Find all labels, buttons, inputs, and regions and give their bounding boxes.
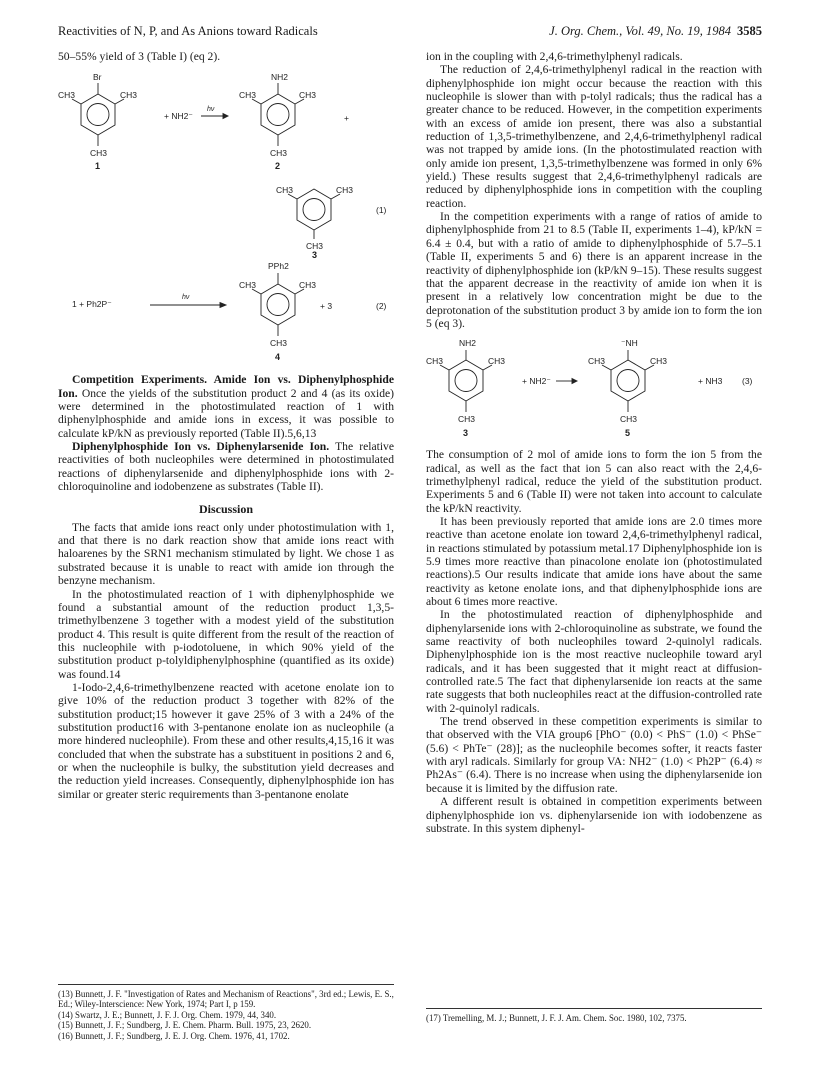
label-ch3: CH3 xyxy=(588,356,606,367)
molecule-3 xyxy=(276,185,353,251)
reactants: 1 + Ph2P⁻ xyxy=(72,299,112,310)
label-ch3: CH3 xyxy=(90,148,108,159)
paragraph: ion in the coupling with 2,4,6-trimethylphenyl radicals. xyxy=(426,50,683,63)
paragraph: A different result is obtained in competition experiments between diphenylphosphide ion vs. diphenylarsenide ion with iodobenzene as substrate. In this system diphenyl- xyxy=(426,795,762,835)
reagent-amide: + NH2⁻ xyxy=(522,376,551,387)
paragraph: The trend observed in these competition experiments is similar to that observed with the VIA group6 [PhO⁻ (0.0) < PhS⁻ (1.0) < PhSe⁻ (5.6) < PhTe⁻ (28)]; as the nucleophile becomes softer, it reacts faster with aryl radicals. Similarly for group VA: NH2⁻ (1.0) < Ph2P⁻ (6.4) ≈ Ph2As⁻ (6.4). There is no increase when using the diphenylarsenide ion because it is limited by the diffusion rate. xyxy=(426,715,762,795)
paragraph: In the competition experiments with a range of ratios of amide to diphenylphosphide from 21 to 8.5 (Table II, experiments 1–4), kP/kN = 6.4 ± 0.4, but with a ratio of amide to diphenylphosphide of 5.7–5.1 (Table II, experiments 5 and 6) there is an apparent increase in the reactivity of diphenylphosphide ion (kP/kN 9–15). These results suggest that the apparent decrease in the reactivity of amide ion when it is present in a relatively low concentration might be due to the deprotonation of the substitution product 3 by amide ion to form the ion 5 (eq 3). xyxy=(426,210,762,330)
product-ammonia: + NH3 xyxy=(698,376,723,387)
paragraph: Competition Experiments. Amide Ion vs. Diphenylphosphide Ion. Once the yields of the substitution product 2 and 4 (as its oxide) were determined in the photostimulated reaction of 1 with diphenylphosphide and amide ions in excess, it was possible to calculate kP/kN as previously reported (Table II).5,6,13 xyxy=(58,373,395,440)
molecule-4 xyxy=(239,261,316,362)
label-ch3: CH3 xyxy=(299,90,317,101)
footnote: (16) Bunnett, J. F.; Sundberg, J. E. J. Org. Chem. 1976, 41, 1702. xyxy=(58,1030,290,1041)
plus-sign: + xyxy=(344,113,349,124)
footnote: (17) Tremelling, M. J.; Bunnett, J. F. J. Am. Chem. Soc. 1980, 102, 7375. xyxy=(426,1013,687,1023)
paragraph: In the photostimulated reaction of diphenylphosphide and diphenylarsenide ions with 2-chloroquinoline as substrate, we found the same reactivity of both nucleophiles toward 2-quinolyl radicals. Diphenylphosphide ion is the most reactive nucleophile toward aryl radicals, and it has been suggested that it might react at diffusion-controlled rate.5 The fact that diphenylarsenide ion reacts at the same rate suggests that both nucleophiles react at the diffusion-controlled rate with 2-quinolyl radicals. xyxy=(426,608,762,715)
reagent-amide: + NH2⁻ xyxy=(164,111,193,122)
hv-label: hν xyxy=(207,106,215,114)
footnotes xyxy=(58,984,394,1041)
paragraph: It has been previously reported that amide ions are 2.0 times more reactive than acetone enolate ion toward 2,4,6-trimethylphenyl radical, in reactions stimulated by potassium metal.17 Diphenylphosphide ion is 5.9 times more reactive than pinacolone enolate ion (photostimulated reactions).5 Our results indicate that amide ions have about the same reactivity as ketone enolate ions, and that diphenylphosphide ions are about 6 times more reactive. xyxy=(426,514,762,608)
label-ch3: CH3 xyxy=(239,280,257,291)
label-ch3: CH3 xyxy=(336,185,354,196)
paragraph: The consumption of 2 mol of amide ions to form the ion 5 from the radical, as well as the fact that ion 5 can also react with the 2,4,6-trimethylphenyl radical, reduce the yield of the substitution product. Experiments 5 and 6 (Table II) were not taken into account to calculate the kP/kN reactivity. xyxy=(426,448,762,515)
reaction-scheme-eq3 xyxy=(426,334,762,446)
footnote: (14) Swartz, J. E.; Bunnett, J. F. J. Org. Chem. 1979, 44, 340. xyxy=(58,1009,277,1020)
molecule-2 xyxy=(239,72,316,171)
label-ch3: CH3 xyxy=(270,148,288,159)
page-header xyxy=(58,24,762,40)
label-ch3: CH3 xyxy=(488,356,506,367)
equation-number: (1) xyxy=(376,205,387,216)
label-ch3: CH3 xyxy=(620,414,638,425)
footnote: (13) Bunnett, J. F. "Investigation of Rates and Mechanism of Reactions", 3rd ed.; Lewis, E. S., Ed.; Wiley-Interscience: New York, 1974; Part I, p 159. xyxy=(58,989,394,1010)
hv-label: hν xyxy=(182,294,190,302)
label-nh2: NH2 xyxy=(459,338,477,349)
label-pph2: PPh2 xyxy=(268,261,289,272)
compound-number: 4 xyxy=(275,352,281,363)
molecule-1 xyxy=(58,72,137,171)
section-heading: Discussion xyxy=(198,502,254,517)
label-ch3: CH3 xyxy=(299,280,317,291)
label-ch3: CH3 xyxy=(58,90,76,101)
paragraph: The reduction of 2,4,6-trimethylphenyl radical in the reaction with diphenylphosphide ion might occur because the reaction with this nucleophile is slower than with p-tolyl radicals; thus the radical has a greater chance to be reduced. However, in the competition experiments with an excess of amide ion present, there was also a substantial reduction of 1,3,5-trimethylbenzene, and 2,4,6-trimethylphenyl radical was not trapped by amide ions. (In the photostimulated reaction with only amide ion present, 1,3,5-trimethylbenzene was formed in only 6% yield.) These results suggest that 2,4,6-trimethylphenyl radicals are reduced by diphenylphosphide ions in competition with the coupling reaction. xyxy=(426,63,762,210)
running-title: Reactivities of N, P, and As Anions toward Radicals xyxy=(58,24,318,38)
label-ch3: CH3 xyxy=(276,185,294,196)
label-ch3: CH3 xyxy=(650,356,668,367)
label-ch3: CH3 xyxy=(270,338,288,349)
compound-number: 2 xyxy=(275,161,281,172)
plus-3: + 3 xyxy=(320,301,333,312)
equation-number: (3) xyxy=(742,376,753,387)
label-ch3: CH3 xyxy=(306,241,324,252)
label-nh2: NH2 xyxy=(271,72,289,83)
left-column xyxy=(58,50,394,801)
label-ch3: CH3 xyxy=(458,414,476,425)
molecule-3 xyxy=(426,338,505,438)
compound-number: 3 xyxy=(463,428,469,439)
label-nh-anion: ⁻NH xyxy=(621,338,638,349)
equation-number: (2) xyxy=(376,301,387,312)
paragraph: 50–55% yield of 3 (Table I) (eq 2). xyxy=(58,50,221,63)
compound-number: 3 xyxy=(312,250,318,261)
label-br: Br xyxy=(93,72,102,83)
footnote: (15) Bunnett, J. F.; Sundberg, J. E. Chem. Pharm. Bull. 1975, 23, 2620. xyxy=(58,1020,312,1031)
page-number: 3585 xyxy=(737,24,762,38)
paragraph: In the photostimulated reaction of 1 with diphenylphosphide we found a substantial amount of the reduction product 1,3,5-trimethylbenzene 3 together with a modest yield of the substitution product 4. This result is quite different from the result of the reaction of this nucleophile with p-iodotoluene, in which 90% yield of the substitution product p-tolyldiphenylphosphine (quantified as its oxide) was found.14 xyxy=(58,587,394,681)
reaction-scheme-eq1 xyxy=(58,63,394,251)
paragraph: Diphenylphosphide Ion vs. Diphenylarsenide Ion. The relative reactivities of both nucleophiles were determined in photostimulated reactions of diphenylarsenide and diphenylphosphide ions with 2-chloroquinoline and iodobenzene as substrates (Table II). xyxy=(58,440,394,494)
paragraph: The facts that amide ions react only under photostimulation with 1, and that there is no dark reaction show that amide ions react with haloarenes by the SRN1 mechanism stimulated by light. We chose 1 as substrated because it is unable to react with amide ion through the benzyne mechanism. xyxy=(58,520,394,588)
compound-number: 1 xyxy=(95,161,101,172)
reaction-scheme-eq2 xyxy=(58,257,394,367)
label-ch3: CH3 xyxy=(239,90,257,101)
compound-number: 5 xyxy=(625,428,631,439)
right-column xyxy=(426,50,762,835)
journal-citation: J. Org. Chem., Vol. 49, No. 19, 1984 3585 xyxy=(549,24,762,38)
molecule-5 xyxy=(588,338,667,438)
label-ch3: CH3 xyxy=(120,90,138,101)
paragraph: 1-Iodo-2,4,6-trimethylbenzene reacted with acetone enolate ion to give 10% of the reduction product 3 together with 82% of the substitution product;15 however it gave 25% of 3 with a 24% of the substitution product16 with 3-pentanone enolate ion as nucleophile (a more hindered nucleophile). From these and other results,4,15,16 it was concluded that when the substrate has a substituent in positions 2 and 6, or when the nucleophile is bulky, the substitution yield decreases and the reduction yield increases. Consequently, diphenylphosphide ion has similar or greater steric requirements than 3-pentanone enolate xyxy=(58,680,394,801)
label-ch3: CH3 xyxy=(426,356,444,367)
footnotes xyxy=(426,1008,762,1023)
